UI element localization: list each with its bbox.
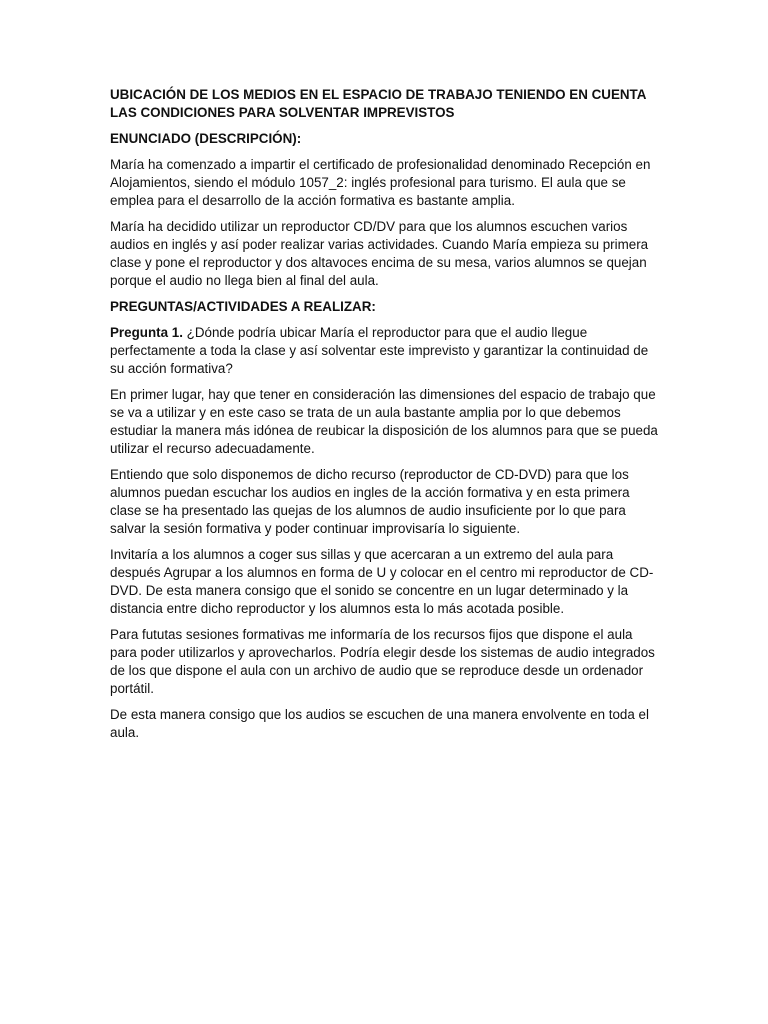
enunciado-paragraph: María ha comenzado a impartir el certificado de profesionalidad denominado Recepción en Alojamientos, siendo el módulo 1057_2: inglés profesional para turismo. El aula que se emplea para el desarrollo de la acción formativa es bastante amplia. <box>110 157 651 208</box>
preguntas-heading: PREGUNTAS/ACTIVIDADES A REALIZAR: <box>110 299 376 314</box>
enunciado-paragraph: María ha decidido utilizar un reproductor CD/DV para que los alumnos escuchen varios audios en inglés y así poder realizar varias actividades. Cuando María empieza su primera clase y pone el reproductor y dos altavoces encima de su mesa, varios alumnos se quejan porque el audio no llega bien al final del aula. <box>110 219 649 288</box>
enunciado-heading: ENUNCIADO (DESCRIPCIÓN): <box>110 131 302 146</box>
question-label: Pregunta 1. <box>110 325 183 340</box>
question-text: ¿Dónde podría ubicar María el reproductor para que el audio llegue perfectamente a toda la clase y así solventar este imprevisto y garantizar la continuidad de su acción formativa? <box>110 325 649 376</box>
answer-paragraph: Para fututas sesiones formativas me informaría de los recursos fijos que dispone el aula para poder utilizarlos y aprovecharlos. Podría elegir desde los sistemas de audio integrados de los que dispone el aula con un archivo de audio que se reproduce desde un ordenador portátil. <box>110 627 655 696</box>
answer-paragraph: De esta manera consigo que los audios se escuchen de una manera envolvente en toda el aula. <box>110 707 649 740</box>
document-title: UBICACIÓN DE LOS MEDIOS EN EL ESPACIO DE TRABAJO TENIENDO EN CUENTA LAS CONDICIONES PARA SOLVENTAR IMPREVISTOS <box>110 87 646 120</box>
answer-paragraph: Invitaría a los alumnos a coger sus sillas y que acercaran a un extremo del aula para después Agrupar a los alumnos en forma de U y colocar en el centro mi reproductor de CD-DVD. De esta manera consigo que el sonido se concentre en un lugar determinado y la distancia entre dicho reproductor y los alumnos esta lo más acotada posible. <box>110 547 654 616</box>
document-page <box>110 86 662 750</box>
answer-paragraph: Entiendo que solo disponemos de dicho recurso (reproductor de CD-DVD) para que los alumnos puedan escuchar los audios en ingles de la acción formativa y en esta primera clase se ha presentado las quejas de los alumnos de audio insuficiente por lo que para salvar la sesión formativa y poder continuar improvisaría lo siguiente. <box>110 467 630 536</box>
answer-paragraph: En primer lugar, hay que tener en consideración las dimensiones del espacio de trabajo que se va a utilizar y en este caso se trata de un aula bastante amplia por lo que debemos estudiar la manera más idónea de reubicar la disposición de los alumnos para que se pueda utilizar el recurso adecuadamente. <box>110 387 658 456</box>
question-paragraph <box>110 324 662 378</box>
